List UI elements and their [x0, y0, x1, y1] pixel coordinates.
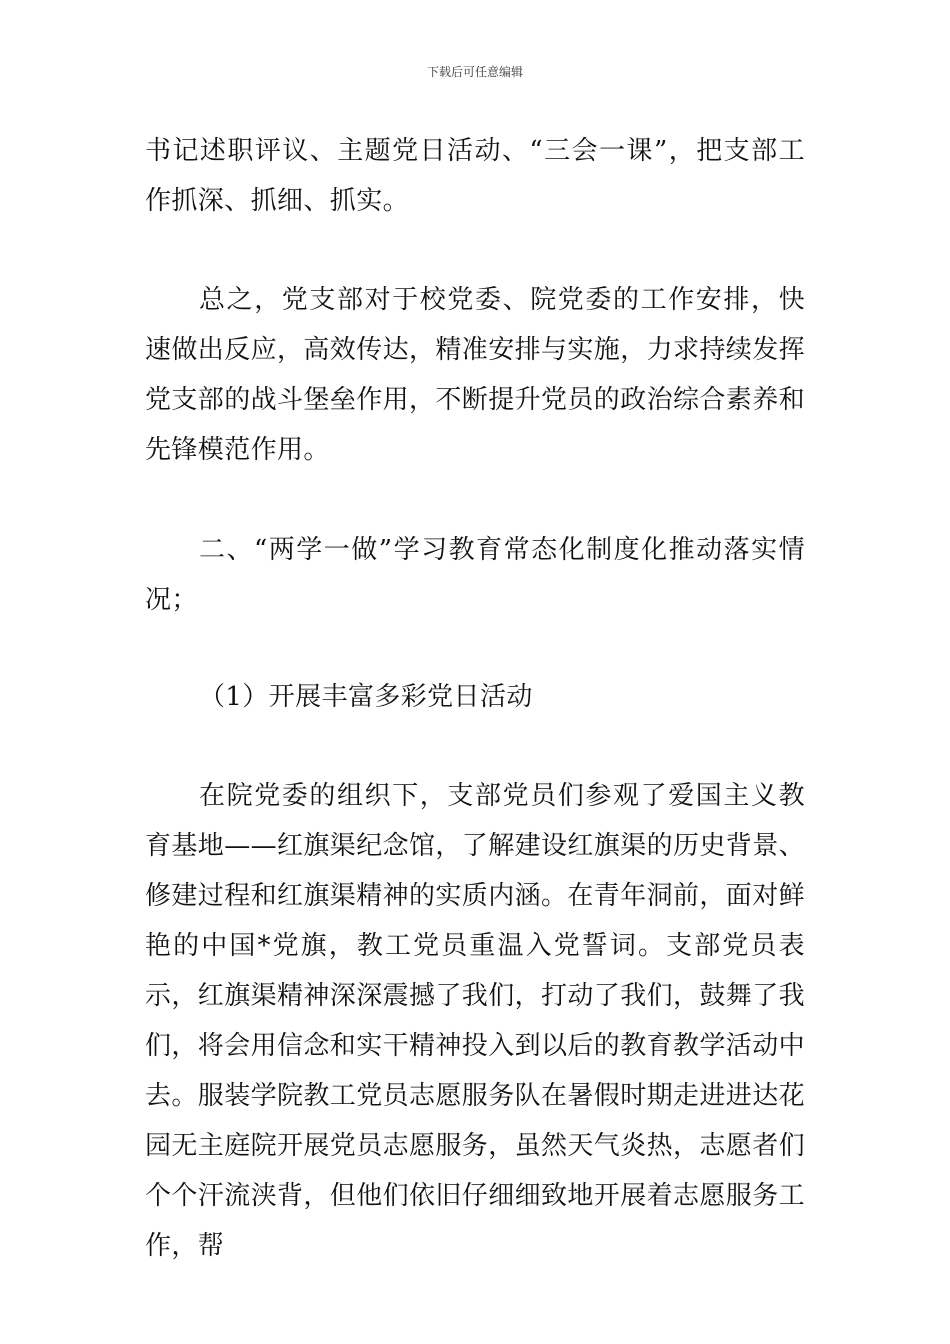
- paragraph-activities: 在院党委的组织下，支部党员们参观了爱国主义教育基地——红旗渠纪念馆，了解建设红旗渠的历史背景、修建过程和红旗渠精神的实质内涵。在青年洞前，面对鲜艳的中国*党旗，教工党员重温入党誓词。支部党员表示，红旗渠精神深深震撼了我们，打动了我们，鼓舞了我们，将会用信念和实干精神投入到以后的教育教学活动中去。服装学院教工党员志愿服务队在暑假时期走进进达花园无主庭院开展党员志愿服务，虽然天气炎热，志愿者们个个汗流浃背，但他们依旧仔细细致地开展着志愿服务工作，帮: [145, 781, 806, 1261]
- page-header: 下载后可任意编辑: [426, 65, 523, 79]
- paragraph-summary: 总之，党支部对于校党委、院党委的工作安排，快速做出反应，高效传达，精准安排与实施，力求持续发挥党支部的战斗堡垒作用，不断提升党员的政治综合素养和先锋模范作用。: [145, 285, 806, 465]
- section-heading: 二、“两学一做”学习教育常态化制度化推动落实情况；: [145, 535, 805, 615]
- subsection-heading: （1）开展丰富多彩党日活动: [199, 682, 533, 712]
- paragraph-continuation: 书记述职评议、主题党日活动、“三会一课”，把支部工作抓深、抓细、抓实。: [145, 136, 805, 216]
